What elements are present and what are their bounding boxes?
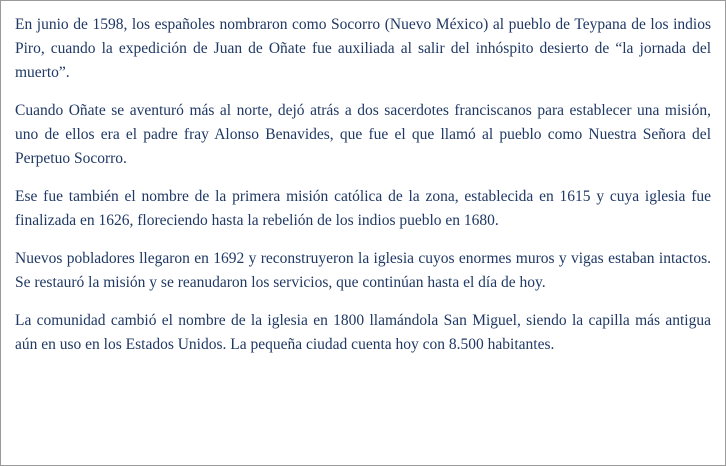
paragraph: En junio de 1598, los españoles nombraron como Socorro (Nuevo México) al pueblo de Teypana de los indios Piro, cuando la expedición de Juan de Oñate fue auxiliada al salir del inhóspito desierto de “la jornada del muerto”. [15, 16, 711, 82]
paragraph: Cuando Oñate se aventuró más al norte, dejó atrás a dos sacerdotes franciscanos para establecer una misión, uno de ellos era el padre fray Alonso Benavides, que fue el que llamó al pueblo como Nuestra Señora del Perpetuo Socorro. [15, 102, 711, 168]
paragraph: Ese fue también el nombre de la primera misión católica de la zona, establecida en 1615 y cuya iglesia fue finalizada en 1626, floreciendo hasta la rebelión de los indios pueblo en 1680. [15, 188, 711, 230]
paragraph: La comunidad cambió el nombre de la iglesia en 1800 llamándola San Miguel, siendo la capilla más antigua aún en uso en los Estados Unidos. La pequeña ciudad cuenta hoy con 8.500 habitantes. [15, 312, 711, 354]
paragraph: Nuevos pobladores llegaron en 1692 y reconstruyeron la iglesia cuyos enormes muros y vigas estaban intactos. Se restauró la misión y se reanudaron los servicios, que continúan hasta el día de hoy. [15, 250, 711, 292]
document-text-body [15, 13, 711, 357]
